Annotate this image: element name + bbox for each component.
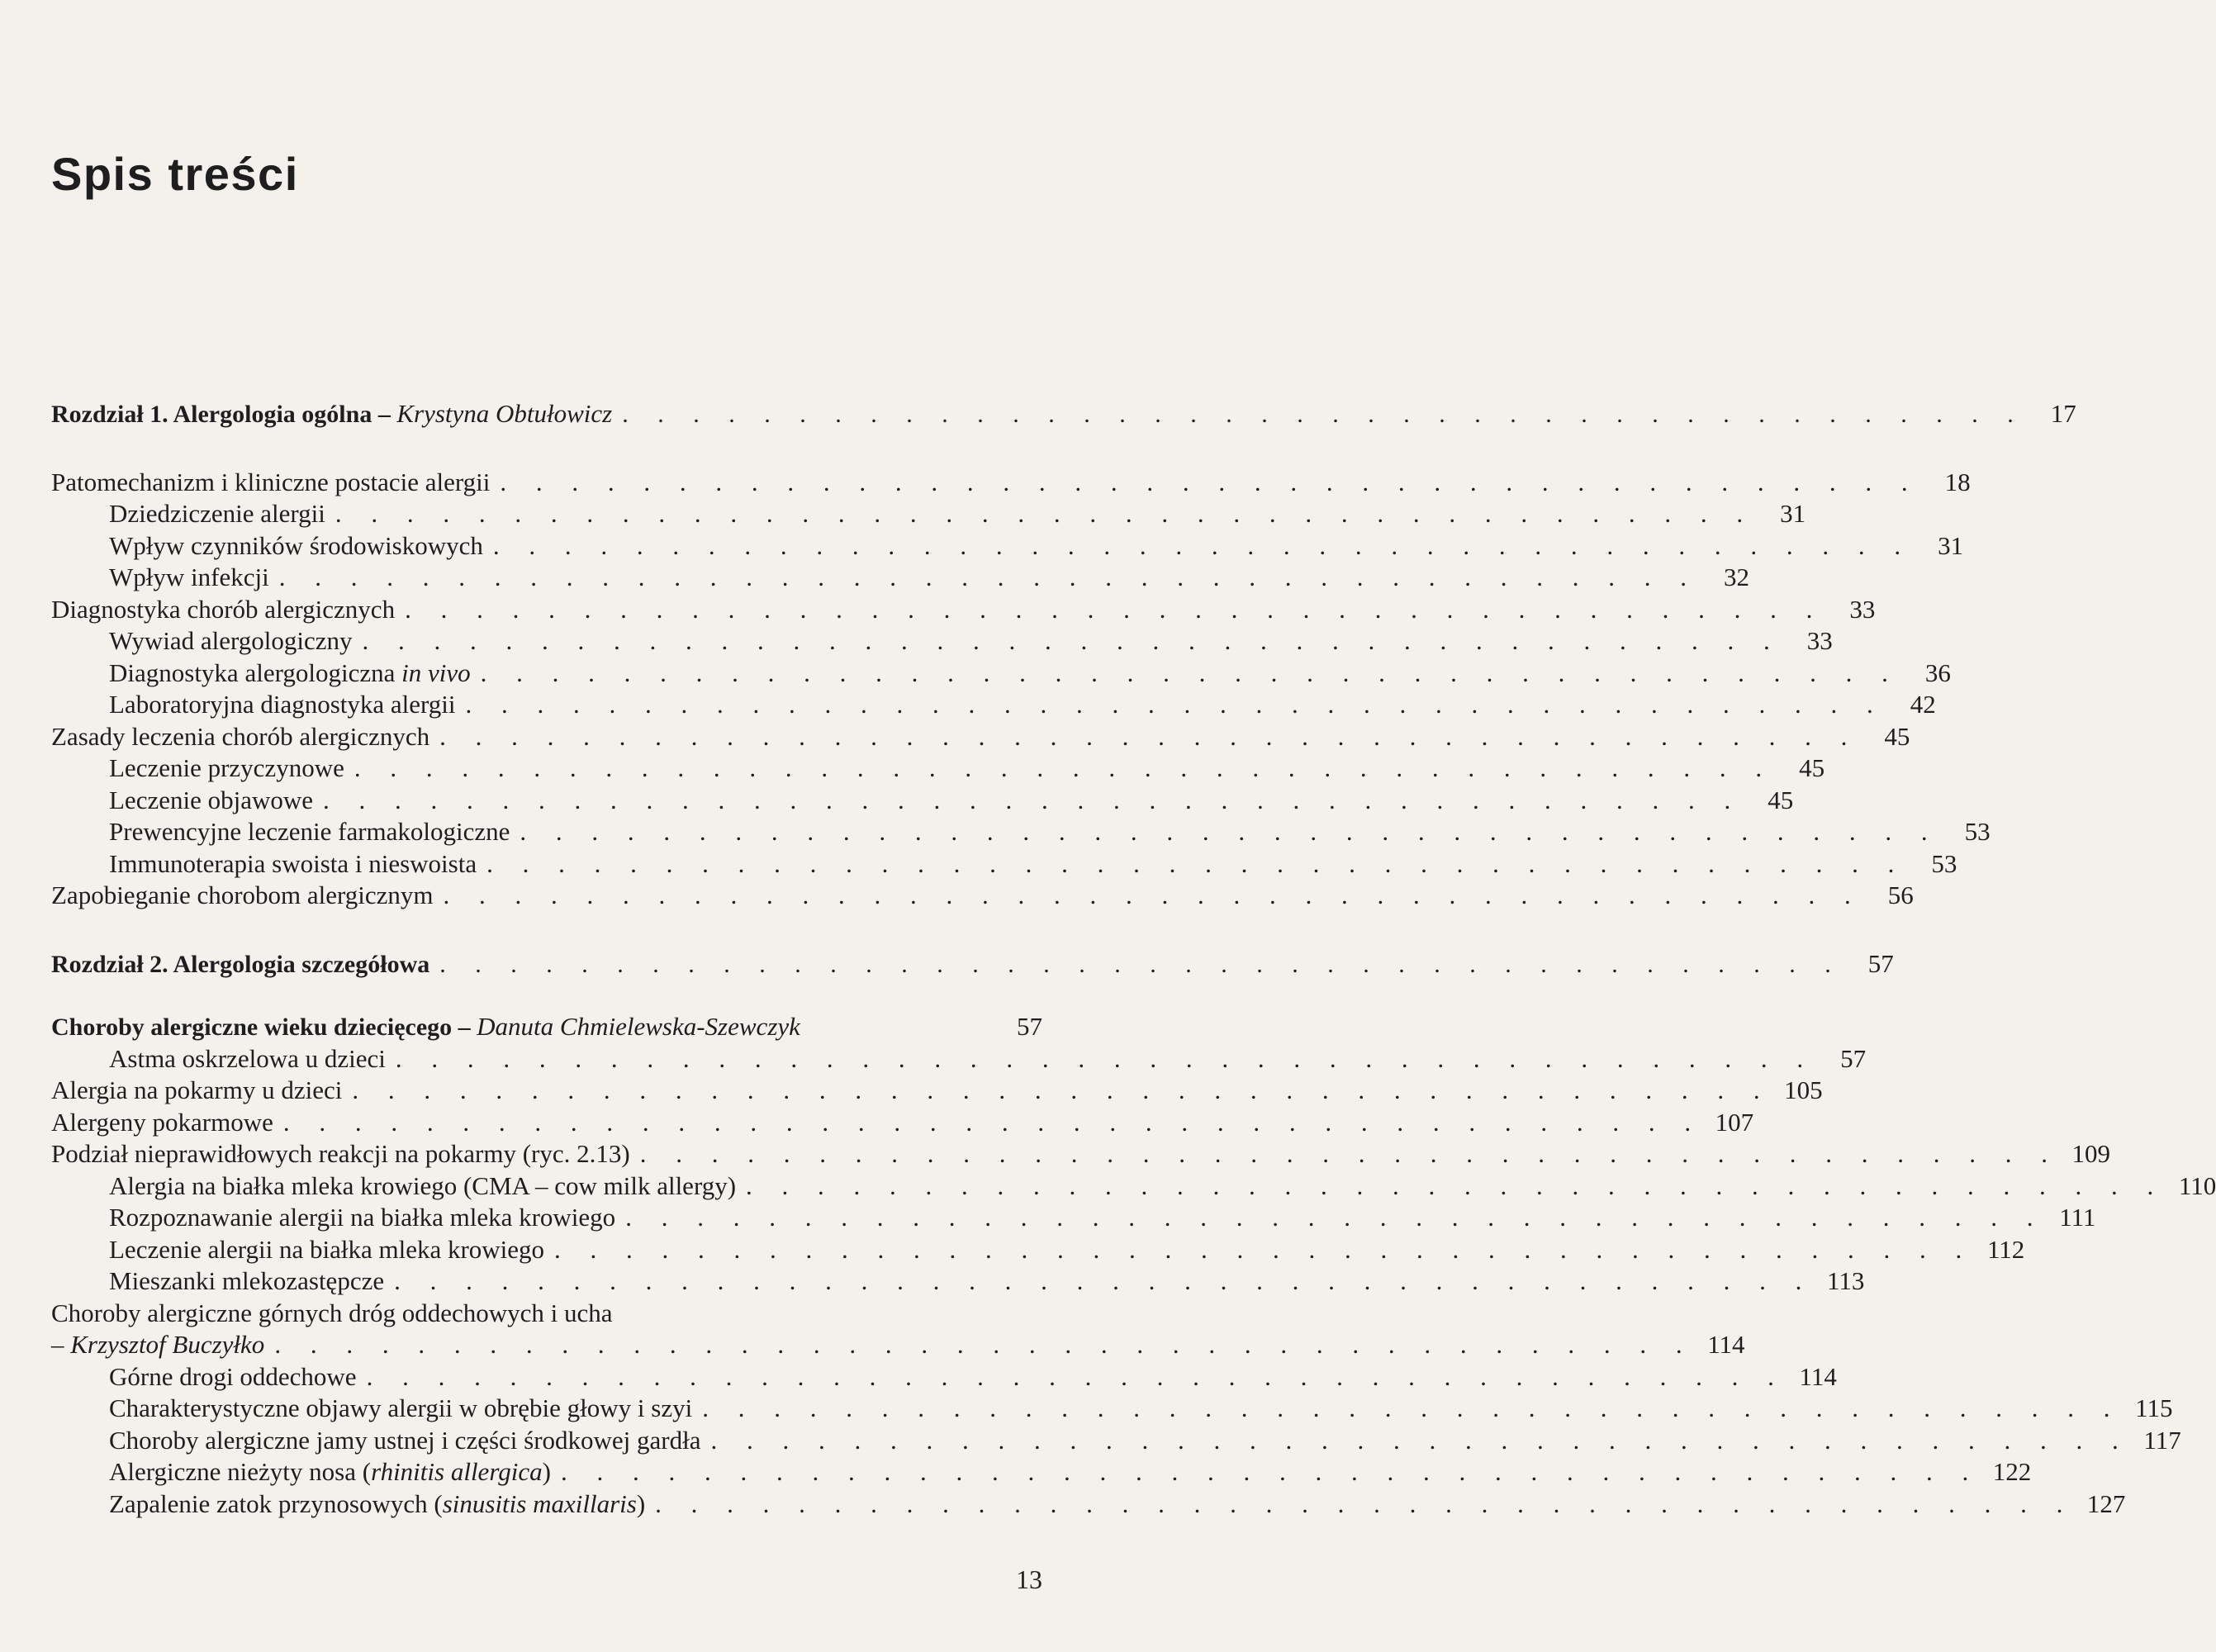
dot-leader: . . . . . . . . . . . . . . . . . . . . . . . . . . . . . . . . . . . . . . . . xyxy=(639,1139,2059,1168)
chapter-1-label: Rozdział 1. Alergologia ogólna xyxy=(51,401,372,428)
toc-entry[interactable]: Leczenie objawowe . . . . . . . . . . . . . . . . . . . . . . . . . . . . . . . . . . . . . . . . 45 xyxy=(51,785,1042,817)
dot-leader: . . . . . . . . . . . . . . . . . . . . . . . . . . . . . . . . . . . . . . . . xyxy=(710,1425,2130,1455)
dot-leader: . . . . . . . . . . . . . . . . . . . . . . . . . . . . . . . . . . . . . . . . xyxy=(655,1488,2075,1518)
section-ent-author: Krzysztof Buczyłko xyxy=(70,1330,265,1359)
toc-entry[interactable]: Alergeny pokarmowe . . . . . . . . . . . . . . . . . . . . . . . . . . . . . . . . . . . . . . . . 107 xyxy=(51,1107,1042,1139)
dot-leader: . . . . . . . . . . . . . . . . . . . . . . . . . . . . . . . . . . . . . . . . xyxy=(492,530,1913,560)
toc-entry[interactable]: Podział nieprawidłowych reakcji na pokarmy (ryc. 2.13) . . . . . . . . . . . . . . . . . . . . . . . . . . . . . . . . . . . . . . . . 109 xyxy=(51,1138,1042,1170)
section-children-label: Choroby alergiczne wieku dziecięcego xyxy=(51,1014,453,1041)
dot-leader: . . . . . . . . . . . . . . . . . . . . . . . . . . . . . . . . . . . . . . . . xyxy=(274,1330,1694,1359)
chapter-2-page: 57 xyxy=(1867,948,1894,978)
dot-leader: . . . . . . . . . . . . . . . . . . . . . . . . . . . . . . . . . . . . . . . . xyxy=(278,563,1698,591)
dot-leader: . . . . . . . . . . . . . . . . . . . . . . . . . . . . . . . . . . . . . . . . xyxy=(352,1075,1772,1104)
dot-leader: . . . . . . . . . . . . . . . . . . . . . . . . . . . . . . . . . . . . . . . . xyxy=(560,1457,1981,1486)
dot-leader: . . . . . . . . . . . . . . . . . . . . . . . . . . . . . . . . . . . . . . . . xyxy=(323,785,1743,814)
toc-entry[interactable]: Immunoterapia swoista i nieswoista . . . . . . . . . . . . . . . . . . . . . . . . . . . . . . . . . . . . . . . . 53 xyxy=(51,848,1042,881)
toc-entry[interactable]: Zapalenie zatok przynosowych (sinusitis maxillaris) . . . . . . . . . . . . . . . . . . . . . . . . . . . . . . . . . . . . . . . . 127 xyxy=(51,1488,1042,1521)
toc-entry[interactable]: Patomechanizm i kliniczne postacie alergii . . . . . . . . . . . . . . . . . . . . . . . . . . . . . . . . . . . . . . . . 18 xyxy=(51,467,1042,499)
chapter-1-page: 17 xyxy=(2050,399,2076,428)
section-children-page: 57 xyxy=(1017,1012,1042,1041)
dot-leader: . . . . . . . . . . . . . . . . . . . . . . . . . . . . . . . . . . . . . . . . xyxy=(362,626,1782,655)
section-ent-heading[interactable]: Choroby alergiczne górnych dróg oddechowych i ucha xyxy=(51,1298,613,1327)
chapter-2-heading[interactable] xyxy=(51,948,1894,980)
page-title: Spis treści xyxy=(51,148,299,200)
toc-entry[interactable]: Astma oskrzelowa u dzieci . . . . . . . . . . . . . . . . . . . . . . . . . . . . . . . . . . . . . . . . 57 xyxy=(51,1043,1042,1075)
toc-entry[interactable]: Alergiczne nieżyty nosa (rhinitis allergica) . . . . . . . . . . . . . . . . . . . . . . . . . . . . . . . . . . . . . . . . 122 xyxy=(51,1456,1042,1488)
toc-entry[interactable]: Alergia na pokarmy u dzieci . . . . . . . . . . . . . . . . . . . . . . . . . . . . . . . . . . . . . . . . 105 xyxy=(51,1075,1042,1107)
toc-entry[interactable]: Charakterystyczne objawy alergii w obrębie głowy i szyi . . . . . . . . . . . . . . . . . . . . . . . . . . . . . . . . . . . . . . . . 115 xyxy=(51,1393,1042,1425)
dot-leader: . . . . . . . . . . . . . . . . . . . . . . . . . . . . . . . . . . . . . . . . xyxy=(439,950,1843,978)
dot-leader: . . . . . . . . . . . . . . . . . . . . . . . . . . . . . . . . . . . . . . . . xyxy=(520,817,1939,846)
toc-entry[interactable]: Dziedziczenie alergii . . . . . . . . . . . . . . . . . . . . . . . . . . . . . . . . . . . . . . . . 31 xyxy=(51,498,1042,530)
toc-entry[interactable]: Diagnostyka alergologiczna in vivo . . . . . . . . . . . . . . . . . . . . . . . . . . . . . . . . . . . . . . . . 36 xyxy=(51,657,1042,690)
chapter-2-label: Rozdział 2. Alergologia szczegółowa xyxy=(51,950,430,978)
table-of-contents xyxy=(51,398,2216,1520)
dot-leader: . . . . . . . . . . . . . . . . . . . . . . . . . . . . . . . . . . . . . . . . xyxy=(439,721,1859,751)
dot-leader: . . . . . . . . . . . . . . . . . . . . . . . . . . . . . . . . . . . . . . . . xyxy=(554,1234,1974,1264)
dot-leader: . . . . . . . . . . . . . . . . . . . . . . . . . . . . . . . . . . . . . . . . xyxy=(335,499,1755,528)
toc-entry[interactable]: Laboratoryjna diagnostyka alergii . . . . . . . . . . . . . . . . . . . . . . . . . . . . . . . . . . . . . . . . 42 xyxy=(51,689,1042,721)
dot-leader: . . . . . . . . . . . . . . . . . . . . . . . . . . . . . . . . . . . . . . . . xyxy=(465,690,1885,719)
toc-entry[interactable]: Leczenie alergii na białka mleka krowiego . . . . . . . . . . . . . . . . . . . . . . . . . . . . . . . . . . . . . . . . 112 xyxy=(51,1234,1042,1266)
dot-leader: . . . . . . . . . . . . . . . . . . . . . . . . . . . . . . . . . . . . . . . . xyxy=(622,401,2025,428)
dot-leader: . . . . . . . . . . . . . . . . . . . . . . . . . . . . . . . . . . . . . . . . xyxy=(443,881,1862,909)
dot-leader: . . . . . . . . . . . . . . . . . . . . . . . . . . . . . . . . . . . . . . . . xyxy=(282,1107,1703,1137)
chapter-1-separator: – xyxy=(372,401,397,428)
dot-leader: . . . . . . . . . . . . . . . . . . . . . . . . . . . . . . . . . . . . . . . . xyxy=(486,848,1906,878)
chapter-1-author: Krystyna Obtułowicz xyxy=(396,399,613,428)
toc-entry[interactable]: Alergia na białka mleka krowiego (CMA – cow milk allergy) . . . . . . . . . . . . . . . . . . . . . . . . . . . . . . . . . . . . . . . . 110 xyxy=(51,1170,1042,1203)
toc-entry[interactable]: Prewencyjne leczenie farmakologiczne . . . . . . . . . . . . . . . . . . . . . . . . . . . . . . . . . . . . . . . . 53 xyxy=(51,816,1042,848)
dot-leader: . . . . . . . . . . . . . . . . . . . . . . . . . . . . . . . . . . . . . . . . xyxy=(395,1043,1815,1073)
toc-entry[interactable]: Zasady leczenia chorób alergicznych . . . . . . . . . . . . . . . . . . . . . . . . . . . . . . . . . . . . . . . . 45 xyxy=(51,721,1042,753)
dot-leader: . . . . . . . . . . . . . . . . . . . . . . . . . . . . . . . . . . . . . . . . xyxy=(500,467,1919,496)
dot-leader: . . . . . . . . . . . . . . . . . . . . . . . . . . . . . . . . . . . . . . . . xyxy=(354,753,1774,782)
toc-entry[interactable]: Wpływ infekcji . . . . . . . . . . . . . . . . . . . . . . . . . . . . . . . . . . . . . . . . 32 xyxy=(51,562,1042,594)
section-children-heading[interactable] xyxy=(51,1011,1042,1043)
dot-leader: . . . . . . . . . . . . . . . . . . . . . . . . . . . . . . . . . . . . . . . . xyxy=(480,657,1900,687)
dot-leader: . . . . . . . . . . . . . . . . . . . . . . . . . . . . . . . . . . . . . . . . xyxy=(746,1170,2166,1200)
toc-entry[interactable]: Górne drogi oddechowe . . . . . . . . . . . . . . . . . . . . . . . . . . . . . . . . . . . . . . . . 114 xyxy=(51,1361,1042,1393)
dot-leader: . . . . . . . . . . . . . . . . . . . . . . . . . . . . . . . . . . . . . . . . xyxy=(625,1203,2045,1232)
dot-leader: . . . . . . . . . . . . . . . . . . . . . . . . . . . . . . . . . . . . . . . . xyxy=(702,1393,2122,1422)
toc-entry[interactable]: Zapobieganie chorobom alergicznym . . . . . . . . . . . . . . . . . . . . . . . . . . . . . . . . . . . . . . . . 56 xyxy=(51,880,1042,912)
toc-entry[interactable]: Wywiad alergologiczny . . . . . . . . . . . . . . . . . . . . . . . . . . . . . . . . . . . . . . . . 33 xyxy=(51,625,1042,657)
toc-entry[interactable]: Mieszanki mlekozastępcze . . . . . . . . . . . . . . . . . . . . . . . . . . . . . . . . . . . . . . . . 113 xyxy=(51,1265,1042,1298)
section-ent-dash: – xyxy=(51,1330,71,1359)
toc-entry[interactable]: Diagnostyka chorób alergicznych . . . . . . . . . . . . . . . . . . . . . . . . . . . . . . . . . . . . . . . . 33 xyxy=(51,594,1042,626)
page-number: 13 xyxy=(1016,1564,1042,1594)
section-ent-page: 114 xyxy=(1707,1330,1745,1359)
section-children-author: Danuta Chmielewska-Szewczyk xyxy=(477,1012,800,1041)
dot-leader: . . . . . . . . . . . . . . . . . . . . . . . . . . . . . . . . . . . . . . . . xyxy=(405,594,1825,624)
section-ent-author-line[interactable] xyxy=(51,1329,1745,1361)
dot-leader: . . . . . . . . . . . . . . . . . . . . . . . . . . . . . . . . . . . . . . . . xyxy=(366,1361,1786,1391)
dot-leader: . . . . . . . . . . . . . . . . . . . . . . . . . . . . . . . . . . . . . . . . xyxy=(394,1266,1814,1295)
toc-entry[interactable]: Leczenie przyczynowe . . . . . . . . . . . . . . . . . . . . . . . . . . . . . . . . . . . . . . . . 45 xyxy=(51,752,1042,785)
toc-entry[interactable]: Choroby alergiczne jamy ustnej i części środkowej gardła . . . . . . . . . . . . . . . . . . . . . . . . . . . . . . . . . . . . . . . . 117 xyxy=(51,1425,1042,1457)
toc-entry[interactable]: Wpływ czynników środowiskowych . . . . . . . . . . . . . . . . . . . . . . . . . . . . . . . . . . . . . . . . 31 xyxy=(51,530,1042,563)
toc-entry[interactable]: Rozpoznawanie alergii na białka mleka krowiego . . . . . . . . . . . . . . . . . . . . . . . . . . . . . . . . . . . . . . . . 111 xyxy=(51,1202,1042,1234)
chapter-1-heading[interactable] xyxy=(51,398,2076,430)
section-children-separator: – xyxy=(452,1014,477,1041)
